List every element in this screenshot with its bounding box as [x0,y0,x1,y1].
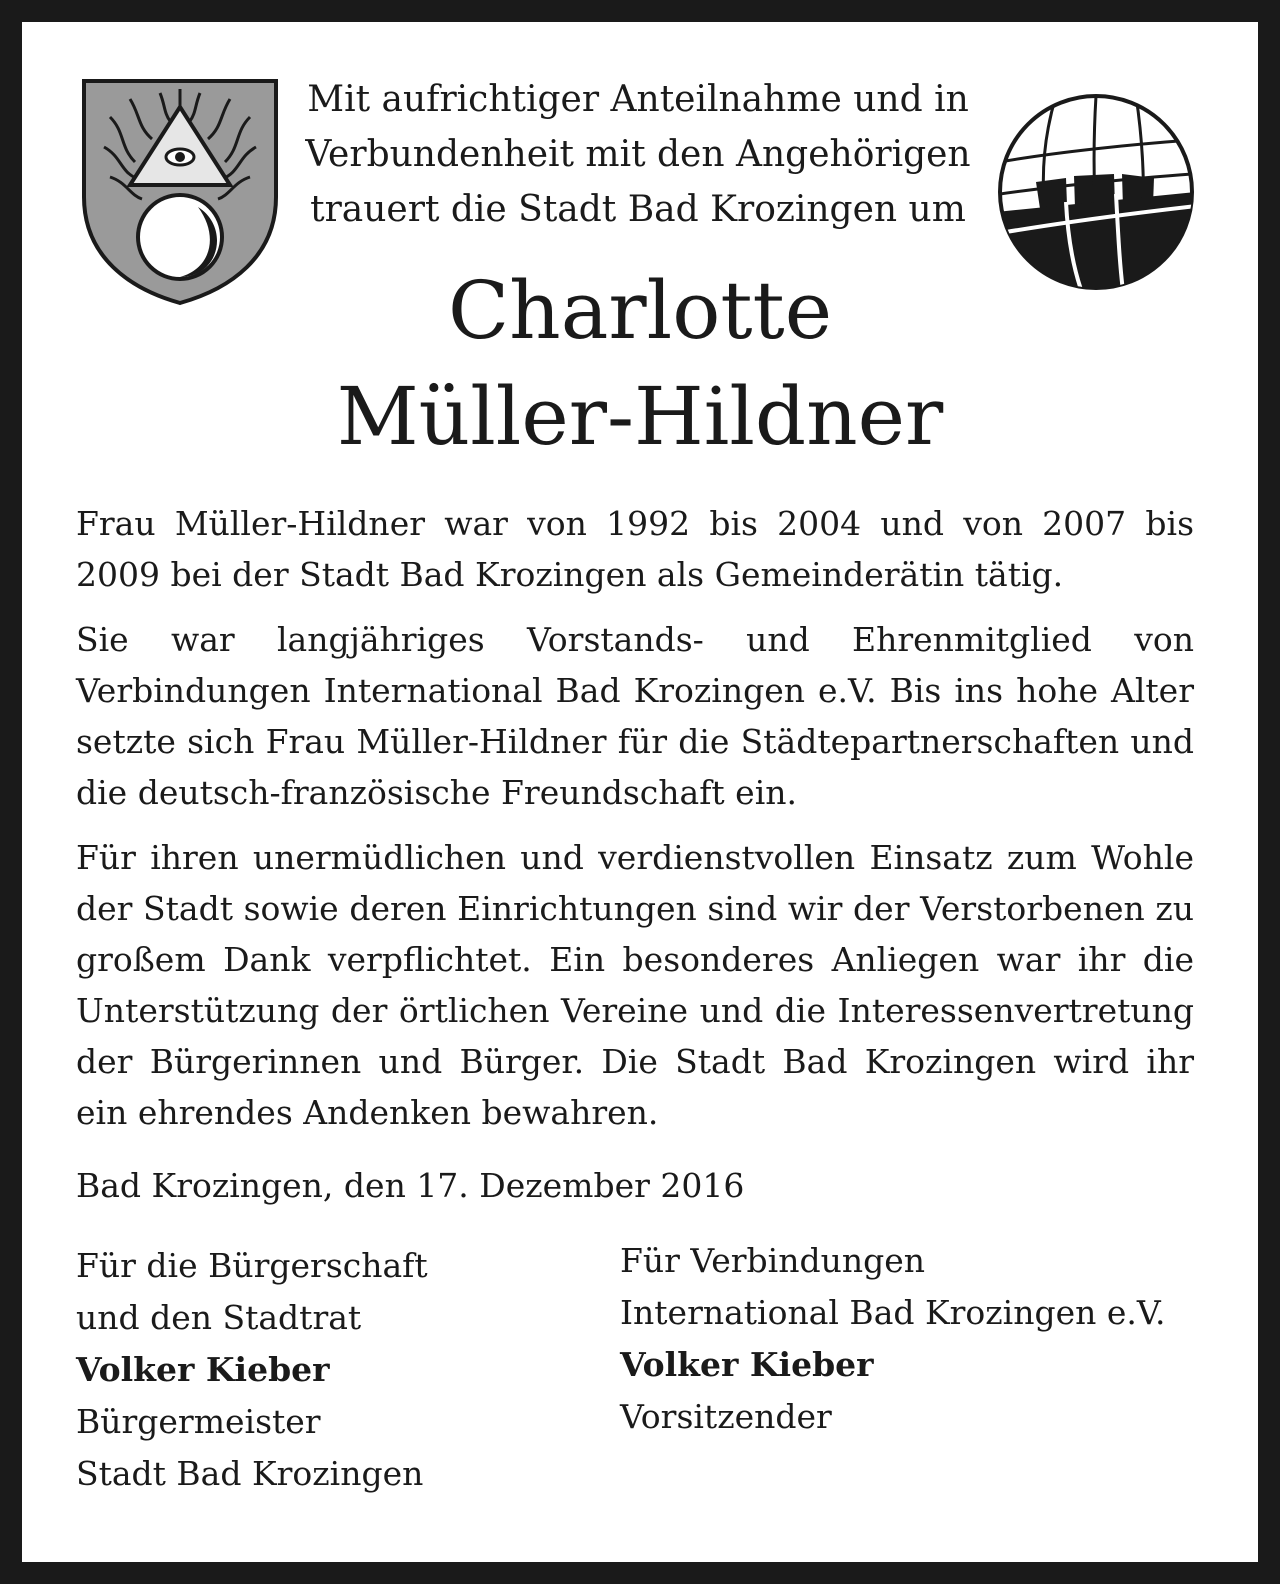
name-line: Charlotte [447,264,833,357]
intro-text [280,72,996,237]
signatory-name: Volker Kieber [76,1350,330,1389]
paragraph: Frau Müller-Hildner war von 1992 bis 2004 und von 2007 bis 2009 bei der Stadt Bad Krozingen als Gemeinderätin tätig. [76,504,1194,594]
signatory-role: Bürgermeister [76,1402,321,1441]
signature-right [620,1235,1220,1443]
intro-line: Verbundenheit mit den Angehörigen [305,134,971,175]
signatory-role: Vorsitzender [620,1397,832,1436]
signature-line: Für Verbindungen [620,1241,925,1280]
signature-left [76,1240,596,1500]
date-line: Bad Krozingen, den 17. Dezember 2016 [76,1166,745,1205]
signature-line: Für die Bürgerschaft [76,1246,428,1285]
paragraph: Für ihren unermüdlichen und verdienstvollen Einsatz zum Wohle der Stadt sowie deren Einrichtungen sind wir der Verstorbenen zu großem Dank verpflichtet. Ein besonderes Anliegen war ihr die Unterstützung der örtlichen Vereine und die Interessenvertretung der Bürgerinnen und Bürger. Die Stadt Bad Krozingen wird ihr ein ehrendes Andenken bewahren. [76,838,1194,1132]
name-line: Müller-Hildner [336,370,944,463]
body-text [76,498,1194,1152]
intro-line: trauert die Stadt Bad Krozingen um [310,189,966,230]
obituary-notice [22,22,1258,1562]
intro-line: Mit aufrichtiger Anteilnahme und in [307,79,969,120]
deceased-name [122,258,1158,470]
paragraph: Sie war langjähriges Vorstands- und Ehrenmitglied von Verbindungen International Bad Krozingen e.V. Bis ins hohe Alter setzte sich Frau Müller-Hildner für die Städtepartnerschaften und die deutsch-französische Freundschaft ein. [76,620,1194,812]
signatory-name: Volker Kieber [620,1345,874,1384]
signature-line: International Bad Krozingen e.V. [620,1293,1166,1332]
signature-line: und den Stadtrat [76,1298,362,1337]
signatory-org: Stadt Bad Krozingen [76,1454,424,1493]
